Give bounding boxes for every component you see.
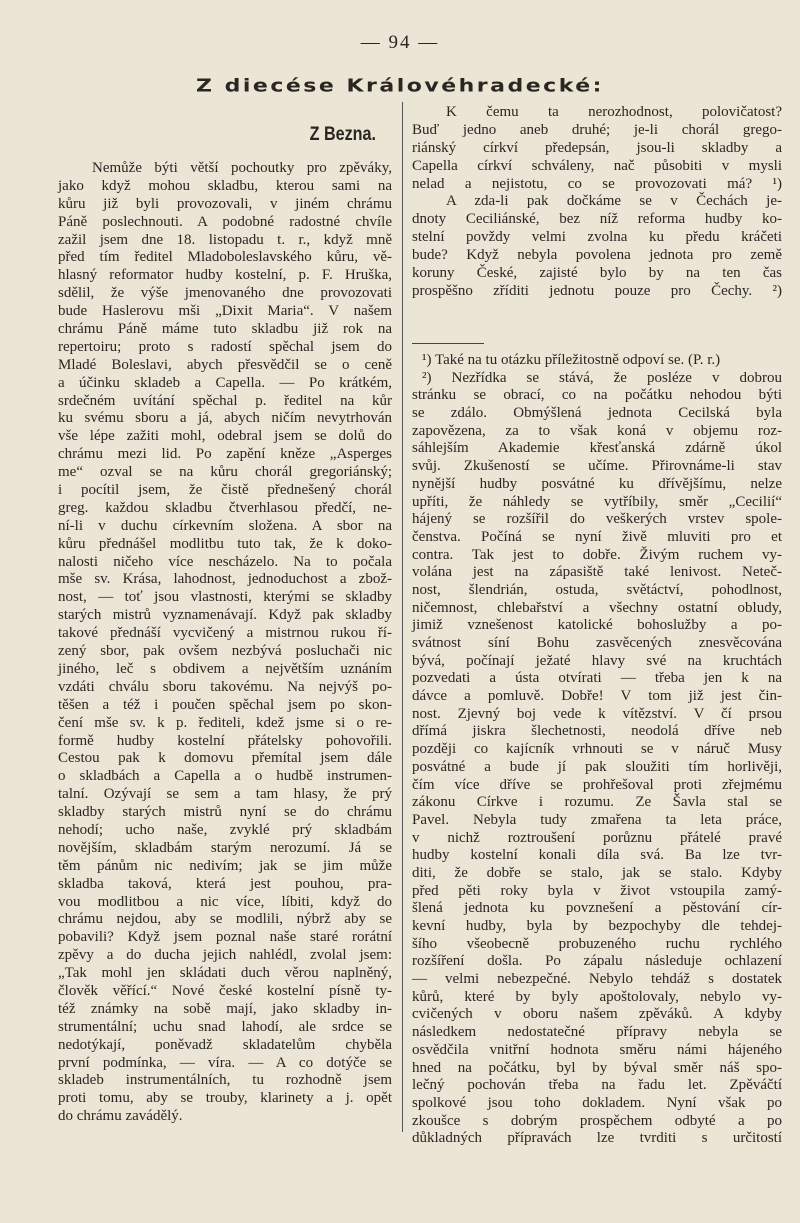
text-line: koruny České, zajisté bylo by na ten čas: [412, 265, 782, 282]
text-line: hájený se rozšířil do veškerých vrstev spole-: [412, 511, 782, 528]
text-line: jiného, leč s obdivem a největším uznáním: [58, 660, 392, 677]
text-line: nehodí; ucho naše, zvyklé prý skladbám: [58, 821, 392, 838]
text-line: čení mše sv. k p. řediteli, kdež jsme si o re-: [58, 714, 392, 731]
text-line: pozvedati a ústa otvírati — třeba jen k na: [412, 670, 782, 687]
text-line: spolkové jsou toho dokladem. Nyní však po: [412, 1094, 782, 1111]
text-line: šího všeobecně probuzeného ruchu rychlého: [412, 935, 782, 952]
text-line: nost. Zjevný boj vede k vítězství. V čí prsou: [412, 705, 782, 722]
text-line: svátnost síní Bohu zasvěcených znesvěcována: [412, 635, 782, 651]
text-line: vzdáti chválu sboru takovému. Na nejvýš po-: [58, 678, 392, 695]
text-line: skladby starých mistrů nyní se do chrámu: [58, 804, 392, 821]
text-line: takové přednáší vycvičený a mistrnou rukou ří-: [58, 625, 392, 642]
paragraph: [412, 352, 782, 370]
footnote-rule: [412, 343, 484, 344]
text-line: důkladných přípravách lze tvrditi s určitostí: [412, 1130, 782, 1147]
text-line: i pocítil jsem, že čistě přednešený chorál: [58, 482, 392, 499]
text-line: nelad a nejistotu, co se provozovati má? ¹): [412, 175, 782, 192]
text-line: nynější hudby posvátné ku dřívějšímu, nelze: [412, 475, 782, 492]
text-line: A zda-li pak dočkáme se v Čechách je-: [446, 193, 782, 210]
text-line: zpěvy a do ducha jejich nahlédl, zvolal jsem:: [58, 947, 392, 964]
text-line: ničemnost, chlebařství a všechny ostatní obludy,: [412, 599, 782, 616]
text-line: dnoty Ceciliánské, bez níž reforma hudby ko-: [412, 211, 782, 228]
text-line: dávce a pomluvě. Dobře! V tom již jest čin-: [412, 688, 782, 705]
text-line: chrámu Páně máme tuto skladbu již rok na: [58, 321, 392, 338]
text-line: a účinku skladeb a Capella. — Po krátkém,: [58, 374, 392, 391]
text-line: ²) Nezřídka se stává, že posléze v dobrou: [422, 369, 782, 386]
text-line: stelní povždy velmi zvolna ku předu kráčeti: [412, 229, 782, 246]
text-line: následkem nedostatečné přípravy nebyla se: [412, 1024, 782, 1041]
text-line: cvičených v oboru našem zpěváků. A kdyby: [412, 1006, 782, 1023]
text-line: — velmi nebezpečné. Nebylo tehdáž s dostatek: [412, 971, 782, 988]
text-line: kůru již byli provozovali, v jiném chrámu: [58, 195, 392, 212]
text-line: později co kajícník vrhnouti se v náruč Musy: [412, 741, 782, 758]
text-line: stránku se obrací, co na počátku nehodou býti: [412, 387, 782, 404]
text-line: mše sv. Krása, lahodnost, jednoduchost a zbož-: [58, 571, 392, 588]
text-line: hlasný reformator hudby kostelní, p. F. Hruška,: [58, 267, 392, 284]
text-line: čenstva. Počíná se nyní živě mluviti pro et: [412, 528, 782, 545]
text-line: svůj. Zkušeností se učíme. Přirovnáme-li stav: [412, 458, 782, 475]
text-line: nost, šlendrián, ostuda, světáctví, pohodlnost,: [412, 581, 782, 598]
text-line: bývá, počínají ježaté hlavy své na kruchtách: [412, 652, 782, 669]
text-line: srdečném uvítání spěchal p. ředitel na kůr: [58, 392, 392, 409]
text-line: do chrámu zavádělý.: [58, 1108, 183, 1125]
text-line: starých mistrů vyznamenávají. Když pak skladby: [58, 607, 392, 624]
text-line: též známky na sobě mají, jako skladby in-: [58, 1000, 392, 1017]
text-line: riánský církví předepsán, jsou-li skladby a: [412, 139, 782, 156]
page-number: — 94 —: [360, 32, 440, 53]
text-line: repertoiru; proto s radostí spěchal jsem do: [58, 338, 392, 355]
text-line: zapovězena, za to však koná v objemu roz-: [412, 422, 782, 439]
text-line: proti tomu, aby se trouby, klarinety a j. opět: [58, 1090, 392, 1107]
text-line: zákonu Církve i rozumu. Ze Šavla stal se: [412, 794, 782, 811]
text-line: osvědčila vnitřní hodnota směru námi hájeného: [412, 1041, 782, 1058]
text-line: čím více dříve se prohřešoval proti zřejmému: [412, 776, 782, 793]
footnotes: [412, 331, 782, 1148]
text-line: šlená jednota ku povznešení a pěstování cír-: [412, 900, 782, 917]
text-line: zený sbor, pak ovšem nezbývá posluchači nic: [58, 643, 392, 660]
text-line: bude Haslerovu mši „Dixit Maria“. V našem: [58, 303, 392, 320]
left-column: [58, 160, 392, 1126]
text-line: Nemůže býti větší pochoutky pro zpěváky,: [92, 160, 392, 176]
text-line: talní. Ozývají se sem a tam hlasy, že prý: [58, 786, 392, 803]
text-line: novějším, skladbám starým nerozumí. Já se: [58, 839, 392, 856]
text-line: upříti, že náhledy se vytříbily, směr „Cecilií“: [412, 493, 782, 510]
text-line: volána jest na zápasiště také lenivost. Neteč-: [412, 564, 782, 581]
text-line: ¹) Také na tu otázku příležitostně odpoví se. (P. r.): [422, 352, 721, 368]
text-line: chrámu mezi lid. Po zapění kněze „Asperges: [58, 446, 392, 463]
paragraph: [58, 160, 392, 1126]
text-line: Páně poslechnouti. A podobné radostné chvíle: [58, 213, 392, 230]
text-line: me“ ozval se na kůru chorál gregoriánský;: [58, 464, 392, 481]
text-line: strumentální; uchu snad lahodí, ale srdce se: [58, 1018, 392, 1035]
text-line: kevní hudby, byla by bezpochyby dle tehdej-: [412, 918, 782, 934]
text-line: Mladé Boleslavi, abych přesvědčil se o ceně: [58, 356, 392, 373]
text-line: hudby kostelní konali díla svá. Ba lze tvr-: [412, 847, 782, 864]
text-line: contra. Tak jest to dobře. Živým ruchem vy-: [412, 546, 782, 563]
text-line: posvátné a bude jí pak sloužiti tím horlivěji,: [412, 758, 782, 775]
text-line: Pavel. Nebyla tudy zmařena ta leta práce,: [412, 811, 782, 828]
text-line: nedotýkají, poněvadž skladatelům chyběla: [58, 1036, 392, 1053]
text-line: sáhlejším Akademie křesťanská zdárně úkol: [412, 440, 782, 457]
text-line: první podmínka, — víra. — A co dotýče se: [58, 1054, 392, 1071]
text-line: se zdálo. Obmýšlená jednota Cecilská byla: [412, 405, 782, 422]
text-line: Buď jedno aneb druhé; je-li chorál grego-: [412, 121, 782, 138]
text-line: těm pánům nic nedivím; jak se jim může: [58, 857, 392, 874]
text-line: K čemu ta nerozhodnost, polovičatost?: [446, 104, 782, 120]
text-line: sdělil, že výše jmenovaného dne provozovati: [58, 285, 392, 302]
text-line: rozšíření došla. Po zápalu následuje ochlazení: [412, 953, 782, 970]
text-line: Cestou pak k domovu přemítal jsem dále: [58, 750, 392, 767]
article-title: Z Bezna.: [309, 124, 376, 145]
text-line: bude? Když nebyla povolena jednota pro země: [412, 247, 782, 264]
text-line: v nichž roztroušení porůznu přátelé pravé: [412, 829, 782, 846]
text-line: lečný pochován třeba na řadu let. Zpěváčtí: [412, 1077, 782, 1094]
column-divider: [402, 102, 403, 1132]
text-line: člověk věřící.“ Nové české kostelní písně ty-: [58, 982, 392, 999]
text-line: těšen a též i poučen spěchal jsem po skon-: [58, 696, 392, 713]
text-line: hned na počátku, byl by býval směr náš spo-: [412, 1059, 782, 1076]
text-line: jako když mohou skladbu, kterou sami na: [58, 177, 392, 194]
paragraph: [412, 370, 782, 1148]
paragraph: [412, 104, 782, 193]
text-line: kůrů, které by byly apoštolovaly, nebylo vy-: [412, 988, 782, 1005]
text-line: zkoušce s dobrým prospěchem odbyté a po: [412, 1112, 782, 1129]
text-line: o skladbách a Capella a o hudbě instrumen-: [58, 768, 392, 785]
text-line: skladba taková, která jest pouhou, pra-: [58, 875, 392, 892]
text-line: pobavili? Když jsem poznal naše staré rorátní: [58, 929, 392, 946]
right-column: [412, 104, 782, 301]
text-line: Capella církví schváleny, nač působiti v mysli: [412, 157, 782, 174]
text-line: vše lépe zažiti mohl, odebral jsem se dolů do: [58, 428, 392, 445]
section-heading: Z diecése Královéhradecké:: [196, 76, 604, 97]
text-line: nalosti ničeho více nescházelo. Na to počala: [58, 553, 392, 570]
text-line: „Tak mohl jen skládati duch věrou naplněný,: [58, 965, 392, 982]
paragraph: [412, 193, 782, 300]
text-line: prospěšno zříditi jednotu pouze pro Čechy. ²): [412, 282, 782, 299]
text-line: chrámu nejdou, aby se modlili, nýbrž aby se: [58, 911, 392, 928]
text-line: vou modlitbou a nic více, líbiti, když do: [58, 893, 392, 910]
text-line: před pěti roky byla v život vstoupila zamý-: [412, 882, 782, 899]
text-line: jimiž vznešenost katolické bohoslužby a po-: [412, 617, 782, 634]
text-line: dřímá jiskra šlechetnosti, neodolá dříve neb: [412, 723, 782, 740]
text-line: skladeb instrumentálních, tu rozhodně jsem: [58, 1072, 392, 1089]
text-line: nost, — toť jsou vlastnosti, kterými se skladby: [58, 589, 392, 606]
text-line: diti, že dobře se stalo, jak se stalo. Kdyby: [412, 864, 782, 881]
text-line: greg. každou skladbu čtverhlasou předčí, ne-: [58, 499, 392, 516]
text-line: ku svému sboru a já, abych ničím nevytrhován: [58, 410, 392, 427]
text-line: zažil jsem dne 18. listopadu t. r., když mně: [58, 231, 392, 248]
text-line: formě hudby kostelní přátelsky pohovořili.: [58, 732, 392, 749]
text-line: kůru přednášel modlitbu tuto tak, že k doko-: [58, 535, 392, 552]
text-line: ní-li v duchu církevním složena. A sbor na: [58, 517, 392, 534]
text-line: před tím ředitel Mladoboleslavského kůru, vě-: [58, 249, 392, 266]
